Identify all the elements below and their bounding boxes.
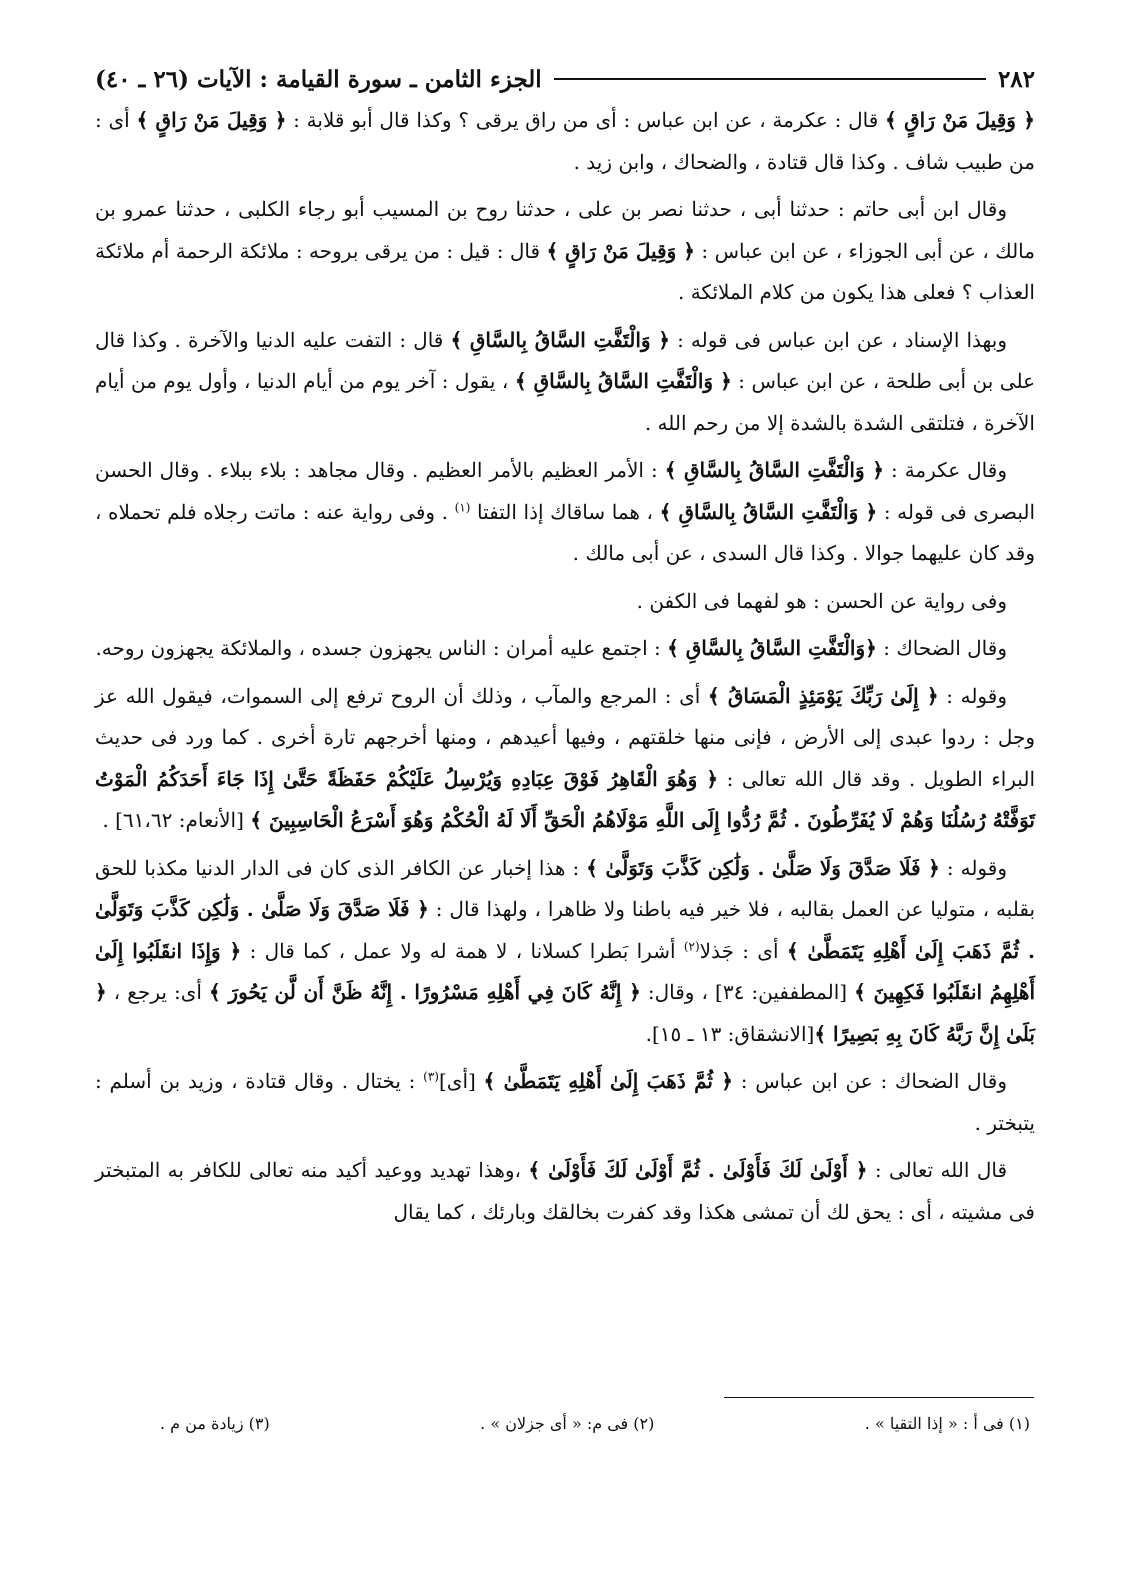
quran-quote: ﴿ بَلَىٰ إِنَّ رَبَّهُ كَانَ بِهِ بَصِيرًا ﴾ bbox=[95, 980, 1035, 1046]
footnote-marker: (١) bbox=[454, 499, 471, 514]
quran-quote: ﴿ وَقِيلَ مَنْ رَاقٍ ﴾ bbox=[546, 238, 696, 263]
paragraph bbox=[95, 100, 1035, 183]
paragraph bbox=[95, 1150, 1035, 1233]
quran-quote: ﴿ إِنَّهُ كَانَ فِي أَهْلِهِ مَسْرُورًا . إِنَّهُ ظَنَّ أَن لَّن يَحُورَ ﴾ bbox=[209, 980, 641, 1004]
text-run: أشرا بَطرا كسلانا ، لا همة له ولا عمل ، كما قال : bbox=[241, 938, 684, 963]
text-run: أى: يرجع ، bbox=[106, 980, 210, 1004]
quran-quote: ﴿وَالْتَفَّتِ السَّاقُ بِالسَّاقِ ﴾ bbox=[667, 636, 877, 660]
quran-quote: ﴿ وَالْتَفَّتِ السَّاقُ بِالسَّاقِ ﴾ bbox=[659, 499, 878, 524]
footnote-2: (٢) فى م: « أى جزلان » . bbox=[480, 1414, 655, 1433]
page-body bbox=[95, 100, 1035, 1239]
text-run: : اجتمع عليه أمران : الناس يجهزون جسده ، والملائكة يجهزون روحه. bbox=[95, 636, 668, 660]
text-run: قال : التفت عليه الدنيا والآخرة . وكذا قال على بن أبى طلحة ، عن ابن عباس : bbox=[95, 327, 1036, 393]
page-header bbox=[95, 62, 1035, 96]
quran-quote: ﴿ وَقِيلَ مَنْ رَاقٍ ﴾ bbox=[885, 108, 1035, 132]
text-run: : الأمر العظيم بالأمر العظيم . وقال مجاهد : بلاء ببلاء . وقال الحسن البصرى فى قوله : bbox=[95, 458, 1035, 524]
text-run: ، يقول : آخر يوم من أيام الدنيا ، وأول يوم من أيام الآخرة ، فتلتقى الشدة بالشدة إلا من رحم الله . bbox=[95, 369, 1035, 435]
text-run: [المطففين: ٣٤] ، وقال: bbox=[640, 980, 855, 1004]
footnote-1: (١) فى أ : « إذا التقيا » . bbox=[864, 1414, 1030, 1433]
text-run: ،وهذا تهديد ووعيد أكيد منه تعالى للكافر به المتبختر فى مشيته ، أى : يحق لك أن تمشى هكذا وقد كفرت بخالقك وبارئك ، كما يقال bbox=[95, 1158, 1035, 1224]
text-run: ، هما ساقاك إذا التفتا bbox=[470, 499, 660, 524]
text-run: وفى رواية عن الحسن : هو لفهما فى الكفن . bbox=[636, 588, 1007, 613]
quran-quote: ﴿ فَلَا صَدَّقَ وَلَا صَلَّىٰ . وَلَٰكِن كَذَّبَ وَتَوَلَّىٰ ﴾ bbox=[586, 855, 940, 880]
text-run: [أى] bbox=[438, 1069, 484, 1093]
text-run: . وفى رواية عنه : ماتت رجلاه فلم تحملاه ، وقد كان عليهما جوالا . وكذا قال السدى ، عن أبى مالك . bbox=[95, 499, 1035, 565]
paragraph bbox=[95, 450, 1035, 575]
text-run: [الأنعام: ٦١،٦٢] . bbox=[102, 808, 251, 832]
page-number: ٢٨٢ bbox=[997, 65, 1035, 93]
quran-quote: ﴿ إِلَىٰ رَبِّكَ يَوْمَئِذٍ الْمَسَاقُ ﴾ bbox=[707, 683, 939, 708]
paragraph bbox=[95, 848, 1035, 1056]
paragraph bbox=[95, 320, 1035, 445]
text-run: أى : جَذلا bbox=[699, 938, 787, 963]
paragraph bbox=[95, 628, 1035, 670]
text-run: وقال عكرمة : bbox=[883, 458, 1007, 482]
text-run: أى : المرجع والمآب ، وذلك أن الروح ترفع إلى السموات، فيقول الله عز وجل : ردوا عبدى إلى الأرض ، فإنى منها خلقتهم ، وفيها أعيدهم ، ومنها أخرجهم تارة أخرى . كما ورد فى حديث البراء الطويل . وقد قال الله تعالى : bbox=[95, 683, 1035, 791]
text-run: : يختال . وقال قتادة ، وزيد بن أسلم : يتبختر . bbox=[95, 1069, 1035, 1135]
text-run: وقال الضحاك : bbox=[876, 636, 1007, 660]
running-title: الجزء الثامن ـ سورة القيامة : الآيات (٢٦ ـ ٤٠) bbox=[95, 65, 542, 93]
text-run: [الانشقاق: ١٣ ـ ١٥]. bbox=[645, 1021, 815, 1046]
quran-quote: ﴿ وَهُوَ الْقَاهِرُ فَوْقَ عِبَادِهِ وَيُرْسِلُ عَلَيْكُمْ حَفَظَةً حَتَّىٰ إِذَا جَاءَ أَحَدَكُمُ الْمَوْتُ تَوَفَّتْهُ رُسُلُنَا وَهُمْ لَا يُفَرِّطُونَ . ثُمَّ رُدُّوا إِلَى اللَّهِ مَوْلَاهُمُ الْحَقِّ أَلَا لَهُ الْحُكْمُ وَهُوَ أَسْرَعُ الْحَاسِبِينَ ﴾ bbox=[95, 766, 1035, 832]
quran-quote: ﴿ وَإِذَا انقَلَبُوا إِلَىٰ أَهْلِهِمُ انقَلَبُوا فَكِهِينَ ﴾ bbox=[95, 938, 1036, 1004]
footnotes bbox=[160, 1412, 1030, 1436]
footnote-separator bbox=[724, 1397, 1034, 1398]
text-run: وقال الضحاك : عن ابن عباس : bbox=[733, 1069, 1007, 1093]
quran-quote: ﴿ وَالْتَفَّتِ السَّاقُ بِالسَّاقِ ﴾ bbox=[664, 458, 884, 482]
quran-quote: ﴿ فَلَا صَدَّقَ وَلَا صَلَّىٰ . وَلَٰكِن كَذَّبَ وَتَوَلَّىٰ . ثُمَّ ذَهَبَ إِلَىٰ أَهْلِهِ يَتَمَطَّىٰ ﴾ bbox=[95, 897, 1035, 963]
text-run: وقوله : bbox=[939, 855, 1007, 880]
header-rule bbox=[554, 78, 986, 80]
text-run: : هذا إخبار عن الكافر الذى كان فى الدار الدنيا مكذبا للحق بقلبه ، متوليا عن العمل بقالبه ، فلا خير فيه باطنا ولا ظاهرا ، ولهذا قال : bbox=[95, 855, 1036, 921]
quran-quote: ﴿ أَوْلَىٰ لَكَ فَأَوْلَىٰ . ثُمَّ أَوْلَىٰ لَكَ فَأَوْلَىٰ ﴾ bbox=[528, 1158, 868, 1182]
text-run: وقوله : bbox=[938, 683, 1007, 708]
quran-quote: ﴿ وَالْتَفَّتِ السَّاقُ بِالسَّاقِ ﴾ bbox=[514, 369, 732, 393]
paragraph bbox=[95, 1061, 1035, 1144]
footnote-3: (٣) زيادة من م . bbox=[160, 1414, 270, 1433]
footnote-marker: (٣) bbox=[423, 1069, 439, 1084]
text-run: قال الله تعالى : bbox=[867, 1158, 1008, 1182]
paragraph bbox=[95, 676, 1035, 842]
text-run: أى : من طبيب شاف . وكذا قال قتادة ، والضحاك ، وابن زيد . bbox=[95, 108, 1035, 174]
text-run: وقال ابن أبى حاتم : حدثنا أبى ، حدثنا نصر بن على ، حدثنا روح بن المسيب أبو رجاء الكلبى ، حدثنا عمرو بن مالك ، عن أبى الجوزاء ، عن ابن عباس : bbox=[95, 197, 1035, 263]
footnote-marker: (٢) bbox=[683, 938, 700, 953]
text-run: قال : عكرمة ، عن ابن عباس : أى من راق يرقى ؟ وكذا قال أبو قلابة : bbox=[286, 108, 886, 132]
paragraph bbox=[95, 581, 1035, 623]
text-run: قال : قيل : من يرقى بروحه : ملائكة الرحمة أم ملائكة العذاب ؟ فعلى هذا يكون من كلام الملائكة . bbox=[95, 238, 1035, 304]
quran-quote: ﴿ وَقِيلَ مَنْ رَاقٍ ﴾ bbox=[136, 108, 287, 132]
paragraph bbox=[95, 189, 1035, 314]
quran-quote: ﴿ ثُمَّ ذَهَبَ إِلَىٰ أَهْلِهِ يَتَمَطَّىٰ ﴾ bbox=[483, 1069, 734, 1093]
text-run: وبهذا الإسناد ، عن ابن عباس فى قوله : bbox=[670, 327, 1008, 352]
quran-quote: ﴿ وَالْتَفَّتِ السَّاقُ بِالسَّاقِ ﴾ bbox=[450, 327, 670, 352]
